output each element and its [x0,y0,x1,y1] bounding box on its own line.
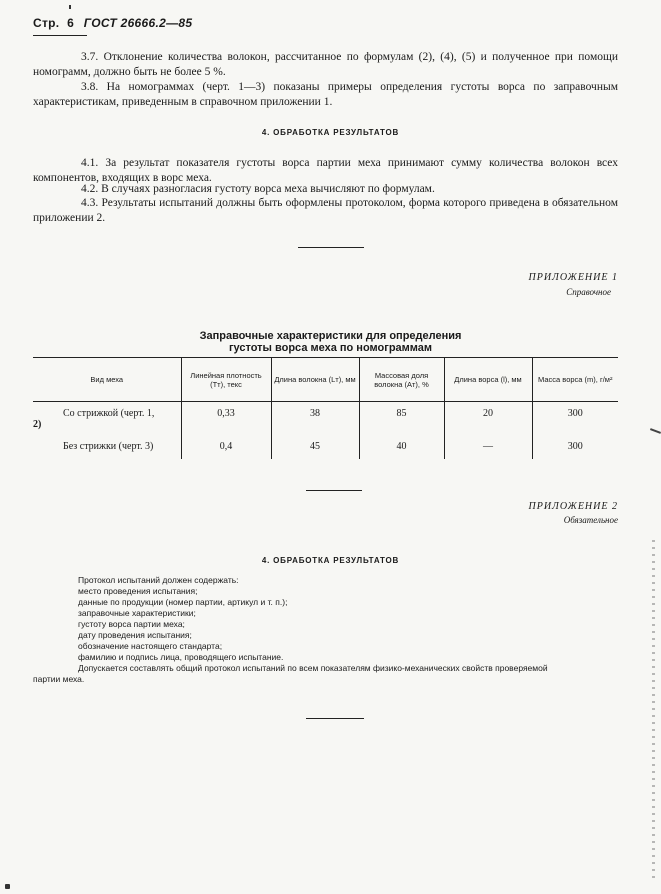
page-label: Стр. [33,16,60,30]
pile-mass-cell: 300 [532,402,618,442]
mass-share-cell: 40 [359,441,444,459]
page-header [33,16,192,30]
standard-code: ГОСТ 26666.2—85 [83,16,193,30]
pile-length-cell: — [444,441,532,459]
pile-mass-cell: 300 [532,441,618,459]
list-item: густоту ворса партии меха; [78,619,185,629]
fiber-length-cell: 45 [271,441,359,459]
page-number: 6 [67,16,75,30]
fur-type-line-1: Без стрижки (черт. 3) [63,441,154,452]
paragraph-4-1: 4.1. За результат показателя густоты ворса партии меха принимают сумму количества волокон всех компонентов, входящих в ворс меха. [33,157,618,184]
table-row [33,441,618,459]
pile-length-cell: 20 [444,402,532,442]
list-item: фамилию и подпись лица, проводящего испытание. [78,652,284,662]
col-linear-density: Линейная плотность (Tт), текс [181,358,271,402]
paragraph-4-2: 4.2. В случаях разногласия густоту ворса меха вычисляют по формулам. [81,183,435,195]
fiber-length-cell: 38 [271,402,359,442]
density-cell: 0,33 [181,402,271,442]
appendix-1-title: ПРИЛОЖЕНИЕ 1 [528,272,618,283]
fur-type-line-1: Со стрижкой (черт. 1, [63,408,155,419]
col-fiber-length: Длина волокна (Lт), мм [271,358,359,402]
scan-top-mark [69,5,71,9]
fur-type-line-2: 2) [33,419,42,430]
appendix-2-subtitle: Обязательное [563,515,618,525]
list-item: дату проведения испытания; [78,630,192,640]
list-item: обозначение настоящего стандарта; [78,641,223,651]
scan-edge-noise [652,540,655,880]
mass-share-cell: 85 [359,402,444,442]
fur-type-cell [33,402,181,442]
table-header-row [33,358,618,402]
characteristics-table [33,357,618,459]
list-item: заправочные характеристики; [78,608,196,618]
paragraph-4-3: 4.3. Результаты испытаний должны быть оформлены протоколом, форма которого приведена в обязательном приложении 2. [33,197,618,224]
fur-type-cell [33,441,181,459]
col-mass-share: Массовая доля волокна (Aт), % [359,358,444,402]
section-4-title: 4. ОБРАБОТКА РЕЗУЛЬТАТОВ [261,128,400,137]
col-pile-length: Длина ворса (l), мм [444,358,532,402]
separator-rule [298,247,364,248]
col-pile-mass: Масса ворса (m), г/м² [532,358,618,402]
table-title-line-1: Заправочные характеристики для определения [199,330,462,342]
appendix-2-title: ПРИЛОЖЕНИЕ 2 [528,501,618,512]
closing-line-1: Допускается составлять общий протокол испытаний по всем показателям физико-механических свойств проверяемой [78,663,548,673]
col-fur-type: Вид меха [90,375,124,384]
header-rule [33,35,87,36]
density-cell: 0,4 [181,441,271,459]
list-item: данные по продукции (номер партии, артикул и т. п.); [78,597,288,607]
appendix-2-section-title: 4. ОБРАБОТКА РЕЗУЛЬТАТОВ [261,556,400,565]
separator-rule [306,490,362,491]
paragraph-3-7: 3.7. Отклонение количества волокон, рассчитанное по формулам (2), (4), (5) и полученное при помощи номограмм, должно быть не более 5 %. [33,51,618,78]
paragraph-3-8: 3.8. На номограммах (черт. 1—3) показаны примеры определения густоты ворса по заправочным характеристикам, приведенным в справочном приложении 1. [33,81,618,108]
protocol-list [33,575,623,685]
scan-edge-mark [650,428,661,434]
scan-corner-mark [5,884,10,889]
table-title-line-2: густоты ворса меха по номограммам [228,342,433,354]
table-row [33,402,618,442]
closing-line-2: партии меха. [33,674,85,684]
appendix-1-subtitle: Справочное [566,287,611,297]
list-item: место проведения испытания; [78,586,198,596]
separator-rule [306,718,364,719]
protocol-lead: Протокол испытаний должен содержать: [78,575,239,585]
